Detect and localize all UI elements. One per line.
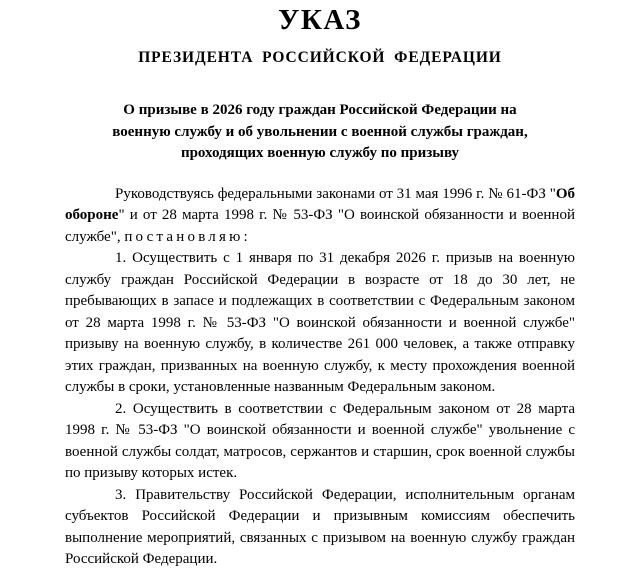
preamble-text-tail: " и от 28 марта 1998 г. № 53-ФЗ "О воинской обязанности и военной службе",: [65, 207, 575, 245]
preamble-text-lead: Руководствуясь федеральными законами от 31 мая 1996 г. № 61-ФЗ ": [115, 185, 556, 202]
heading-line-3: проходящих военную службу по призыву: [180, 145, 460, 161]
preamble-decree-verb: постановляю: [124, 228, 244, 245]
clause-paragraph-1: [65, 248, 575, 399]
clause-number-2: 2.: [115, 400, 127, 417]
document-body: [0, 184, 640, 571]
document-heading: [0, 100, 640, 165]
heading-line-2: военную службу и об увольнении с военной службы граждан,: [112, 123, 528, 140]
preamble-colon: :: [243, 228, 248, 245]
document-masthead: [0, 0, 640, 69]
clause-text-2: Осуществить в соответствии с Федеральным законом от 28 марта 1998 г. № 53-ФЗ "О воинской обязанности и военной службе" увольнение с военной службы солдат, матросов, сержантов и старшин, срок военной службы по призыву которых истек.: [65, 400, 575, 481]
clause-paragraph-2: [65, 399, 575, 485]
clause-text-3: Правительству Российской Федерации, исполнительным органам субъектов Российской Федерации и призывным комиссиям обеспечить выполнение мероприятий, связанных с призывом на военную службу граждан Российской Федерации.: [65, 486, 576, 567]
clause-text-1: Осуществить с 1 января по 31 декабря 2026 г. призыв на военную службу граждан Российской Федерации в возрасте от 18 до 30 лет, не пребывающих в запасе и подлежащих в соответствии с Федеральным законом от 28 марта 1998 г. № 53-ФЗ "О воинской обязанности и военной службе" призыву на военную службу, в количестве 261 000 человек, а также отправку этих граждан, призванных на военную службу, к месту прохождения военной службы в сроки, установленные названным Федеральным законом.: [65, 250, 575, 395]
heading-line-1: О призыве в 2026 году граждан Российской Федерации на: [123, 102, 517, 118]
clause-paragraph-3: [65, 485, 575, 571]
document-subtitle: ПРЕЗИДЕНТА РОССИЙСКОЙ ФЕДЕРАЦИИ: [138, 49, 502, 66]
preamble-paragraph: [65, 184, 575, 249]
clause-number-3: 3.: [115, 486, 127, 503]
clause-number-1: 1.: [115, 250, 127, 266]
preamble-law-name-bold: Об обороне: [65, 185, 575, 223]
page-title: УКАЗ: [278, 4, 362, 36]
